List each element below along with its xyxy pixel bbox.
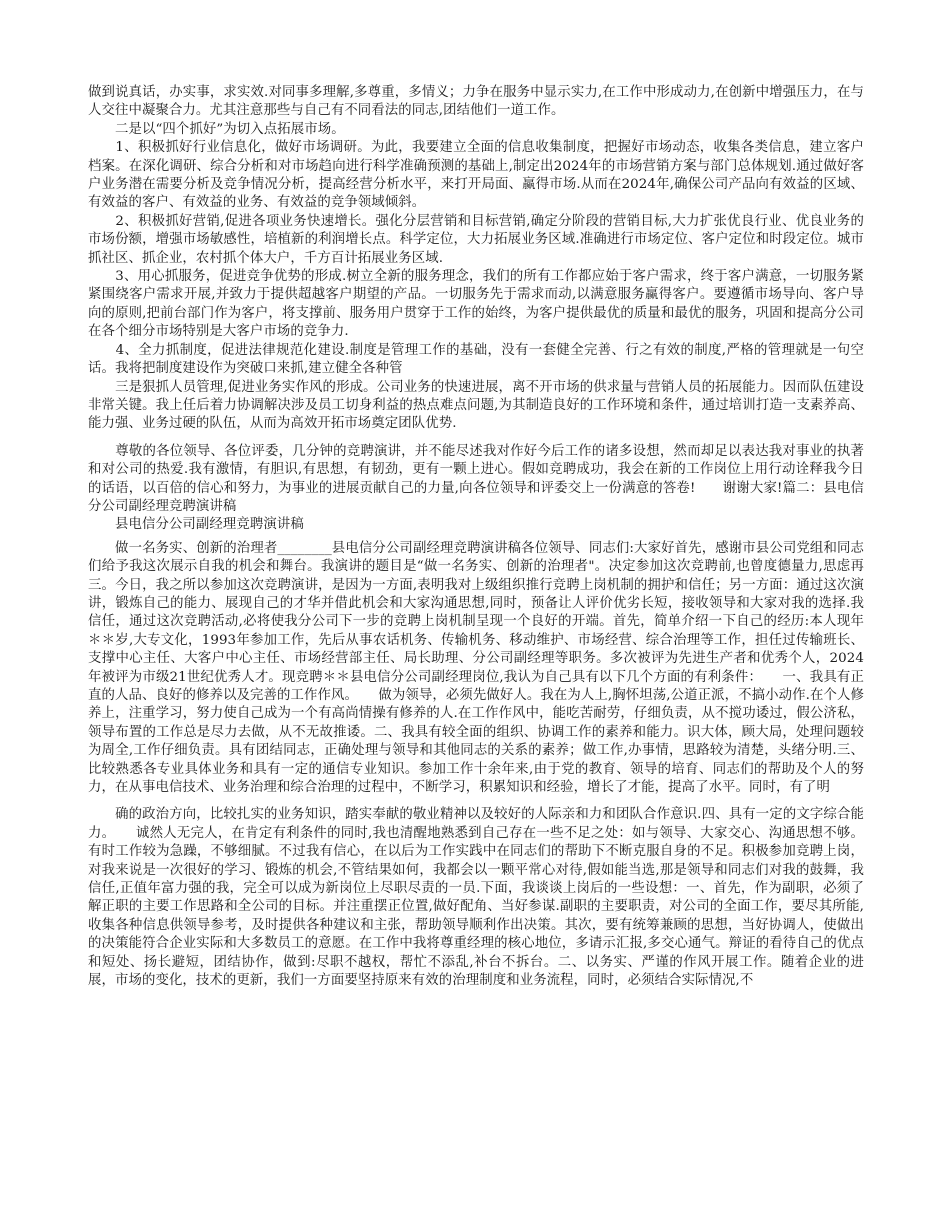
- paragraph-point-1: 1、积极抓好行业信息化，做好市场调研。为此，我要建立全面的信息收集制度，把握好市场动态，收集各类信息，建立客户档案。在深化调研、综合分析和对市场趋向进行科学准确预测的基础上,制定出2024年的市场营销方案与部门总体规划.通过做好客户业务潜在需要分析及竞争情况分析，提高经营分析水平，来打开局面、赢得市场.从而在2024年,确保公司产品向有效益的区域、有效益的客户、有效益的业务、有效益的竞争领域倾斜。: [88, 140, 864, 211]
- document-page: [88, 84, 864, 991]
- paragraph-speech-continued: 确的政治方向，比较扎实的业务知识，踏实奉献的敬业精神以及较好的人际亲和力和团队合作意识.四、具有一定的文字综合能力。 诚然人无完人，在肯定有利条件的同时,我也清醒地熟悉到自己存在一些不足之处：如与领导、大家交心、沟通思想不够。有时工作较为急躁，不够细腻。不过我有信心，在以后为工作实践中在同志们的帮助下不断克服自身的不足。积极参加竞聘上岗，对我来说是一次很好的学习、锻炼的机会,不管结果如何，我都会以一颗平常心对待,假如能当选,那是领导和同志们对我的鼓舞，我信任,正值年富力强的我，完全可以成为新岗位上尽职尽责的一员.下面，我谈谈上岗后的一些设想：一、首先，作为副职，必须了解正职的主要工作思路和全公司的目标。并注重摆正位置,做好配角、当好参谋.副职的主要职责，对公司的全面工作，要尽其所能,收集各种信息供领导参考，及时提供各种建议和主张，帮助领导顺利作出决策。其次，要有统筹兼顾的思想，当好协调人，使做出的决策能符合企业实际和大多数员工的意愿。在工作中我将尊重经理的核心地位，多请示汇报,多交心通气。辩证的看待自己的优点和短处、扬长避短，团结协作，做到:尽职不越权，帮忙不添乱,补台不拆台。二、以务实、严谨的作风开展工作。随着企业的进展，市场的变化，技术的更新，我们一方面要坚持原来有效的治理制度和业务流程，同时，必须结合实际情况,不: [88, 807, 864, 989]
- paragraph-speech-body: 做一名务实、创新的治理者________县电信分公司副经理竞聘演讲稿各位领导、同志们:大家好首先，感谢市县公司党组和同志们给予我这次展示自我的机会和舞台。我演讲的题目是“做一名务实、创新的治理者"。决定参加这次竞聘前,也曾度德量力,思虑再三。今日，我之所以参加这次竞聘演讲，是因为一方面,表明我对上级组织推行竞聘上岗机制的拥护和信任；另一方面：通过这次演讲，锻炼自己的能力、展现自己的才华并借此机会和大家沟通思想,同时，预备让人评价优劣长短，接收领导和大家对我的选择.我信任，通过这次竞聘活动,必将使我分公司下一步的竞聘上岗机制呈现一个良好的开端。首先，简单介绍一下自己的经历:本人现年＊＊岁,大专文化，1993年参加工作，先后从事农话机务、传输机务、移动维护、市场经营、综合治理等工作，担任过传输班长、支撑中心主任、大客户中心主任、市场经营部主任、局长助理、分公司副经理等职务。多次被评为先进生产者和优秀个人，2024年被评为市级21世纪优秀人才。现竞聘＊＊县电信分公司副经理岗位,我认为自己具有以下几个方面的有利条件： 一、我具有正直的人品、良好的修养以及完善的工作作风。 做为领导，必须先做好人。我在为人上,胸怀坦荡,公道正派，不搞小动作.在个人修养上，注重学习，努力使自己成为一个有高尚情操有修养的人.在工作作风中，能吃苦耐劳，仔细负责，从不搅功诿过，假公济私，领导布置的工作总是尽力去做，从不无故推诿。二、我具有较全面的组织、协调工作的素养和能力。识大体，顾大局，处理问题较为周全,工作仔细负责。具有团结同志，正确处理与领导和其他同志的关系的素养；做工作,办事情，思路较为清楚，头绪分明.三、比较熟悉各专业具体业务和具有一定的通信专业知识。参加工作十余年来,由于党的教育、领导的培育、同志们的帮助及个人的努力，在从事电信技术、业务治理和综合治理的过程中，不断学习，积累知识和经验，增长了才能，提高了水平。同时，有了明: [88, 540, 864, 796]
- section-heading: 县电信分公司副经理竞聘演讲稿: [88, 517, 304, 533]
- paragraph-point-3: 3、用心抓服务，促进竞争优势的形成.树立全新的服务理念，我们的所有工作都应始于客户需求，终于客户满意，一切服务紧紧围绕客户需求开展,并致力于提供超越客户期望的产品。一切服务先于需求而动,以满意服务赢得客户。要遵循市场导向、客户导向的原则,把前台部门作为客户，将支撑前、服务用户贯穿于工作的始终，为客户提供最优的质量和最优的服务，巩固和提高分公司在各个细分市场特别是大客户市场的竞争力.: [88, 269, 864, 340]
- paragraph-closing: 尊敬的各位领导、各位评委，几分钟的竞聘演讲，并不能尽述我对作好今后工作的诸多设想，然而却足以表达我对事业的执著和对公司的热爱.我有激情，有胆识,有思想，有韧劲，更有一颗上进心。假如竞聘成功，我会在新的工作岗位上用行动诠释我今日的话语，以百倍的信心和努力，为事业的进展贡献自己的力量,向各位领导和评委交上一份满意的答卷! 谢谢大家!篇二：县电信分公司副经理竞聘演讲稿: [88, 443, 864, 514]
- paragraph-point-4: 4、全力抓制度，促进法律规范化建设.制度是管理工作的基础，没有一套健全完善、行之有效的制度,严格的管理就是一句空话。我将把制度建设作为突破口来抓,建立健全各种管: [88, 342, 864, 377]
- paragraph-point-2: 2、积极抓好营销,促进各项业务快速增长。强化分层营销和目标营销,确定分阶段的营销目标,大力扩张优良行业、优良业务的市场份额，增强市场敏感性，培植新的利润增长点。科学定位，大力拓展业务区域.准确进行市场定位、客户定位和时段定位。城市抓社区、抓企业，农村抓个体大户，千方百计拓展业务区域.: [88, 213, 864, 266]
- paragraph-intro: 做到说真话，办实事，求实效.对同事多理解,多尊重，多情义；力争在服务中显示实力,在工作中形成动力,在创新中增强压力，在与人交往中凝聚合力。尤其注意那些与自己有不同看法的同志,团结他们一道工作。: [88, 85, 864, 119]
- paragraph-four-good: 二是以“四个抓好”为切入点拓展市场。: [88, 121, 345, 137]
- paragraph-staff-management: 三是狠抓人员管理,促进业务实作风的形成。公司业务的快速进展，离不开市场的供求量与营销人员的拓展能力。因而队伍建设非常关键。我上任后着力协调解决涉及员工切身利益的热点难点问题,为其制造良好的工作环境和条件，通过培训打造一支素养高、能力强、业务过硬的队伍，从而为高效开拓市场奠定团队优势.: [88, 379, 864, 432]
